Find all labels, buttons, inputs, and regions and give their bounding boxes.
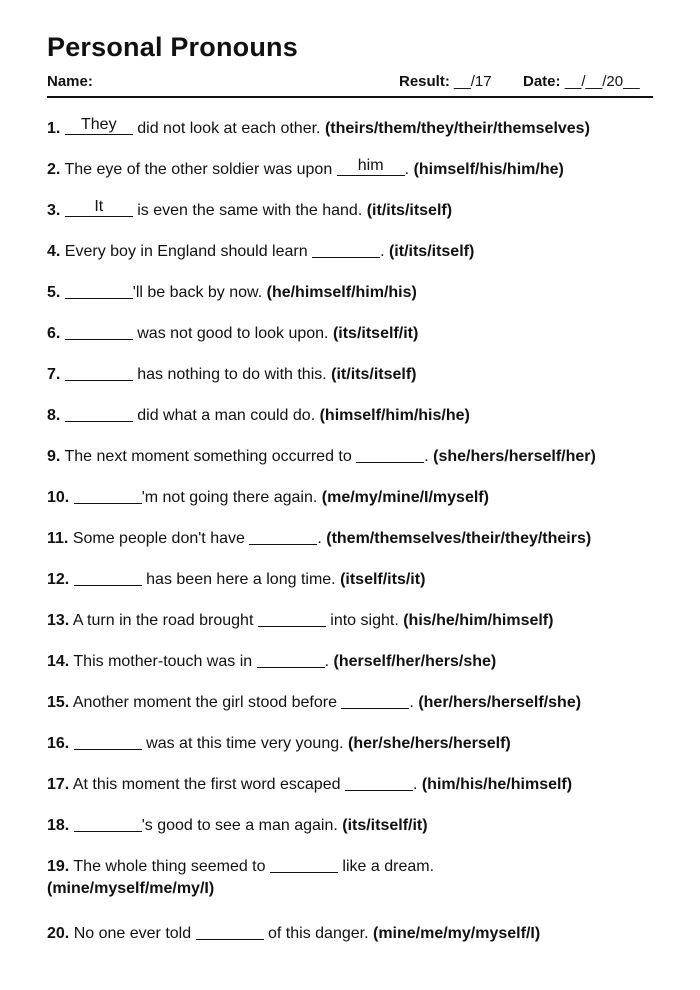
question-number: 6. — [47, 325, 61, 342]
question-item — [47, 923, 657, 945]
answer-blank[interactable] — [258, 610, 326, 627]
question-item — [47, 405, 657, 427]
question-text-after: did what a man could do. — [132, 407, 316, 424]
question-text-before: This mother-touch was in — [73, 653, 257, 670]
answer-blank[interactable] — [249, 528, 317, 545]
answer-text: him — [357, 157, 384, 174]
question-number: 7. — [47, 366, 61, 383]
question-text-before: A turn in the road brought — [72, 612, 258, 629]
answer-options: (me/my/mine/I/myself) — [321, 489, 489, 506]
question-text-before: Another moment the girl stood before — [72, 694, 342, 711]
answer-blank[interactable] — [74, 733, 142, 750]
question-text-after: . — [317, 530, 322, 547]
answer-options: (he/himself/him/his) — [266, 284, 417, 301]
question-text-after: did not look at each other. — [132, 120, 321, 137]
answer-blank[interactable] — [312, 241, 380, 258]
question-item — [47, 856, 477, 900]
question-number: 1. — [47, 120, 61, 137]
question-text-after: . — [380, 243, 385, 260]
question-text-after: 'll be back by now. — [132, 284, 263, 301]
question-number: 3. — [47, 202, 61, 219]
question-text-after: was not good to look upon. — [132, 325, 329, 342]
answer-options: (his/he/him/himself) — [403, 612, 554, 629]
answer-options: (her/hers/herself/she) — [418, 694, 582, 711]
date-field — [523, 73, 640, 90]
question-item — [47, 118, 657, 140]
answer-options: (its/itself/it) — [342, 817, 428, 834]
question-number: 17. — [47, 776, 70, 793]
answer-blank[interactable] — [74, 569, 142, 586]
answer-blank[interactable] — [337, 159, 405, 176]
result-field — [399, 73, 492, 90]
question-text-before: At this moment the first word escaped — [72, 776, 345, 793]
answer-blank[interactable] — [65, 323, 133, 340]
result-value: __/17 — [454, 73, 492, 90]
question-item — [47, 692, 657, 714]
question-text-after: has nothing to do with this. — [132, 366, 327, 383]
question-item — [47, 733, 657, 755]
question-number: 2. — [47, 161, 61, 178]
answer-options: (theirs/them/they/their/themselves) — [324, 120, 590, 137]
answer-blank[interactable] — [345, 774, 413, 791]
question-item — [47, 651, 657, 673]
question-number: 14. — [47, 653, 70, 670]
question-number: 16. — [47, 735, 70, 752]
question-text-after: . — [404, 161, 410, 178]
answer-options: (it/its/itself) — [366, 202, 453, 219]
answer-options: (them/themselves/their/they/theirs) — [326, 530, 592, 547]
question-number: 8. — [47, 407, 61, 424]
question-number: 13. — [47, 612, 70, 629]
question-text-after: has been here a long time. — [141, 571, 336, 588]
question-text-after: is even the same with the hand. — [132, 202, 363, 219]
question-number: 20. — [47, 925, 70, 942]
question-number: 15. — [47, 694, 70, 711]
question-item — [47, 159, 657, 181]
answer-blank[interactable] — [270, 856, 338, 873]
question-text-before: Some people don't have — [72, 530, 250, 547]
answer-options: (its/itself/it) — [332, 325, 419, 342]
answer-blank[interactable] — [65, 282, 133, 299]
answer-options: (she/hers/herself/her) — [433, 448, 596, 465]
answer-options: (herself/her/hers/she) — [333, 653, 497, 670]
answer-blank[interactable] — [257, 651, 325, 668]
answer-text: They — [81, 116, 117, 133]
question-text-before: The eye of the other soldier was upon — [64, 161, 337, 178]
question-text-before: No one ever told — [73, 925, 196, 942]
answer-blank[interactable] — [65, 364, 133, 381]
answer-options: (himself/his/him/he) — [413, 161, 564, 178]
question-item — [47, 815, 657, 837]
question-number: 4. — [47, 243, 61, 260]
question-text-after: was at this time very young. — [141, 735, 344, 752]
question-number: 10. — [47, 489, 70, 506]
question-text-after: 's good to see a man again. — [141, 817, 338, 834]
answer-options: (mine/me/my/myself/I) — [372, 925, 541, 942]
question-item — [47, 282, 657, 304]
answer-blank[interactable] — [65, 118, 133, 135]
question-text-after: of this danger. — [263, 925, 369, 942]
answer-blank[interactable] — [196, 923, 264, 940]
question-number: 12. — [47, 571, 70, 588]
question-text-before: Every boy in England should learn — [64, 243, 313, 260]
question-text-after: . — [409, 694, 414, 711]
date-label: Date: — [523, 73, 561, 90]
answer-blank[interactable] — [65, 200, 133, 217]
question-item — [47, 241, 657, 263]
question-text-after: . — [324, 653, 330, 670]
question-number: 9. — [47, 448, 61, 465]
answer-blank[interactable] — [74, 487, 142, 504]
question-item — [47, 487, 657, 509]
answer-blank[interactable] — [74, 815, 142, 832]
question-text-after: . — [412, 776, 418, 793]
question-number: 18. — [47, 817, 70, 834]
question-item — [47, 323, 657, 345]
question-item — [47, 569, 657, 591]
answer-options: (it/its/itself) — [331, 366, 417, 383]
answer-options: (itself/its/it) — [340, 571, 426, 588]
answer-options: (her/she/hers/herself) — [348, 735, 511, 752]
date-value: __/__/20__ — [564, 73, 640, 90]
answer-blank[interactable] — [65, 405, 133, 422]
worksheet-header — [47, 73, 653, 93]
result-label: Result: — [399, 73, 450, 90]
question-text-after: like a dream. — [337, 858, 435, 875]
question-text-after: 'm not going there again. — [141, 489, 318, 506]
question-number: 19. — [47, 858, 70, 875]
answer-options: (it/its/itself) — [388, 243, 475, 260]
answer-options: (himself/him/his/he) — [319, 407, 470, 424]
page-title: Personal Pronouns — [47, 32, 298, 62]
question-item — [47, 200, 657, 222]
answer-blank[interactable] — [356, 446, 424, 463]
question-item — [47, 528, 657, 550]
question-text-after: . — [424, 448, 429, 465]
question-text-before: The whole thing seemed to — [73, 858, 270, 875]
question-number: 11. — [47, 530, 69, 547]
question-item — [47, 364, 657, 386]
answer-options: (mine/myself/me/my/I) — [47, 880, 215, 897]
question-number: 5. — [47, 284, 61, 301]
question-text-before: The next moment something occurred to — [64, 448, 357, 465]
answer-text: It — [94, 198, 104, 215]
question-item — [47, 446, 657, 468]
answer-blank[interactable] — [341, 692, 409, 709]
question-item — [47, 774, 657, 796]
question-item — [47, 610, 657, 632]
question-text-after: into sight. — [325, 612, 399, 629]
answer-options: (him/his/he/himself) — [421, 776, 573, 793]
name-label: Name: — [47, 73, 93, 90]
header-divider — [47, 96, 653, 98]
